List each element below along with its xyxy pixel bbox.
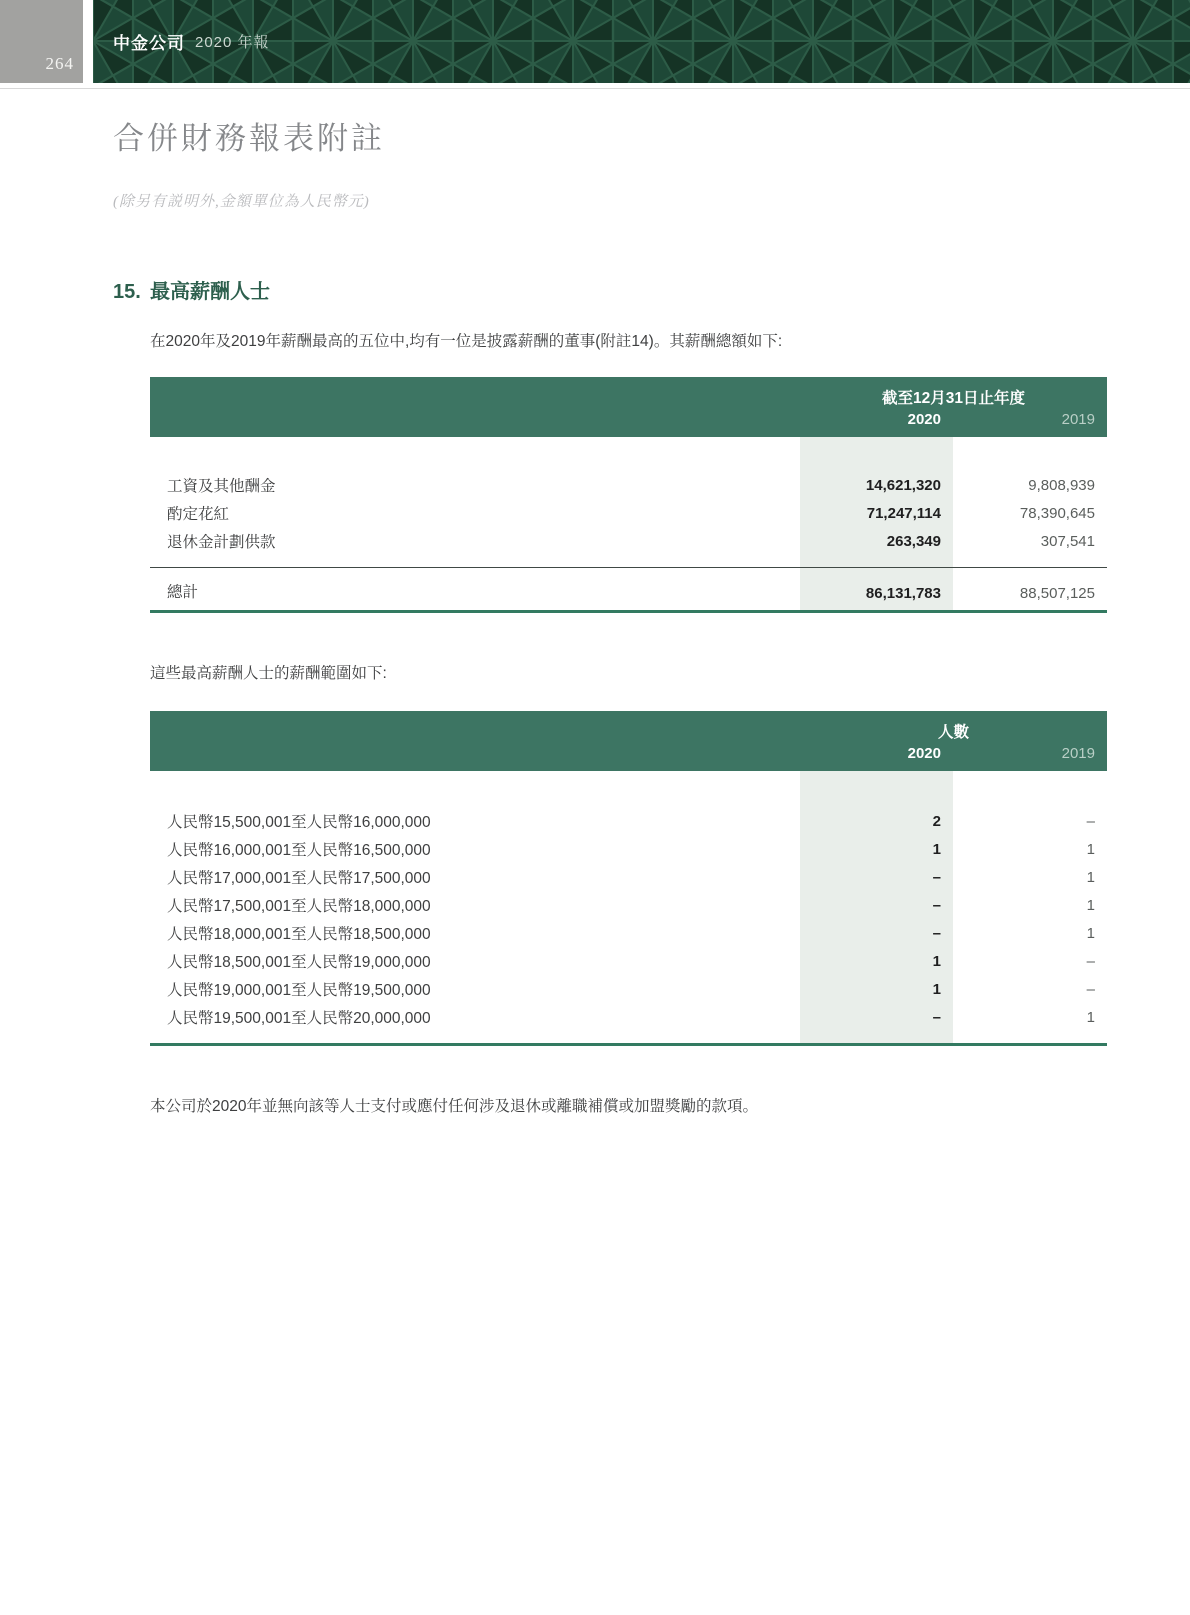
year-ended-header: 截至12月31日止年度	[882, 390, 1025, 407]
currency-note: (除另有説明外,金額單位為人民幣元)	[113, 194, 370, 210]
table-row: 退休金計劃供款 263,349 307,541	[167, 532, 1095, 551]
report-year-label: 2020 年報	[195, 34, 270, 51]
headcount-header: 人數	[937, 724, 969, 741]
intro-paragraph: 在2020年及2019年薪酬最高的五位中,均有一位是披露薪酬的董事(附註14)。其薪酬總額如下:	[150, 333, 783, 350]
page-header	[0, 0, 1190, 83]
total-row: 總計 86,131,783 88,507,125	[167, 584, 1095, 602]
band-row: 人民幣16,000,001至人民幣16,500,000 1 1	[167, 840, 1095, 859]
headcount-table	[150, 711, 1107, 1046]
table-row: 工資及其他酬金 14,621,320 9,808,939	[167, 476, 1095, 495]
column-header-2020: 2020	[907, 745, 941, 762]
range-intro-paragraph: 這些最高薪酬人士的薪酬範圍如下:	[150, 665, 387, 682]
page-number-box	[0, 0, 83, 83]
section-title: 最高薪酬人士	[150, 281, 270, 303]
band-row: 人民幣18,000,001至人民幣18,500,000 – 1	[167, 924, 1095, 943]
band-row: 人民幣15,500,001至人民幣16,000,000 2 –	[167, 812, 1095, 831]
column-header-2020: 2020	[907, 411, 941, 428]
banner-text	[113, 0, 270, 83]
band-row: 人民幣18,500,001至人民幣19,000,000 1 –	[167, 952, 1095, 971]
year-columns-row	[150, 411, 1107, 428]
remuneration-table-header	[150, 377, 1107, 437]
company-name: 中金公司	[113, 34, 185, 53]
band-row: 人民幣17,000,001至人民幣17,500,000 – 1	[167, 868, 1095, 887]
banner-pattern-band	[93, 0, 1190, 83]
headcount-table-header	[150, 711, 1107, 771]
band-row: 人民幣17,500,001至人民幣18,000,000 – 1	[167, 896, 1095, 915]
table-row: 酌定花紅 71,247,114 78,390,645	[167, 504, 1095, 523]
remuneration-table	[150, 377, 1107, 613]
band-row: 人民幣19,000,001至人民幣19,500,000 1 –	[167, 980, 1095, 999]
page-number: 264	[45, 54, 74, 73]
column-header-2019: 2019	[1061, 411, 1095, 428]
closing-paragraph: 本公司於2020年並無向該等人士支付或應付任何涉及退休或離職補償或加盟獎勵的款項。	[150, 1098, 758, 1115]
column-header-2019: 2019	[1061, 745, 1095, 762]
header-divider	[0, 88, 1190, 89]
section-heading	[113, 275, 1190, 304]
section-number: 15.	[113, 281, 141, 303]
band-row: 人民幣19,500,001至人民幣20,000,000 – 1	[167, 1008, 1095, 1027]
document-title: 合併財務報表附註	[113, 121, 385, 156]
year-columns-row	[150, 745, 1107, 762]
